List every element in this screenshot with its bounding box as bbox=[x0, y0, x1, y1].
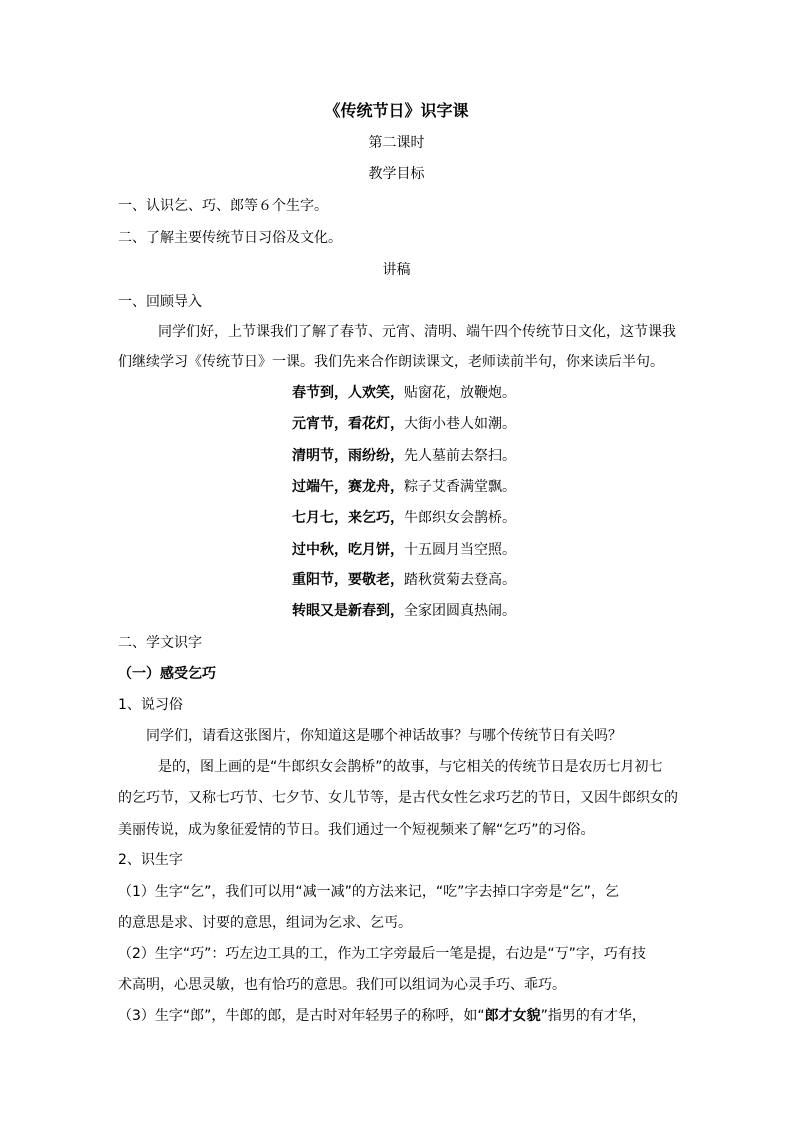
goals-heading: 教学目标 bbox=[368, 166, 425, 182]
item-heading: 2、识生字 bbox=[118, 852, 183, 868]
poem-line-second-half: 全家团圆真热闹。 bbox=[404, 603, 516, 619]
poem-line-first-half: 过中秋，吃月饼， bbox=[292, 542, 404, 558]
poem-line-first-half: 七月七，来乞巧， bbox=[292, 510, 404, 526]
paragraph-line: 的意思是求、讨要的意思，组词为乞求、乞丐。 bbox=[118, 915, 412, 931]
idiom-highlight: 郎才女貌 bbox=[484, 1008, 541, 1024]
script-heading: 讲稿 bbox=[382, 262, 411, 278]
poem-line-first-half: 重阳节，要敬老， bbox=[292, 572, 404, 588]
poem-line bbox=[292, 446, 516, 466]
document-title: 《传统节日》识字课 bbox=[324, 101, 469, 120]
poem-line-second-half: 踏秋赏菊去登高。 bbox=[404, 572, 516, 588]
paragraph-line: 同学们好，上节课我们了解了春节、元宵、清明、端午四个传统节日文化，这节课我 bbox=[158, 324, 676, 340]
paragraph-line: 美丽传说，成为象征爱情的节日。我们通过一个短视频来了解“乞巧”的习俗。 bbox=[118, 822, 595, 838]
poem-line bbox=[292, 414, 516, 434]
paragraph-text: （3）生字“郎”，牛郎的郎，是古时对年轻男子的称呼，如“ bbox=[118, 1008, 485, 1024]
poem-line-first-half: 元宵节，看花灯， bbox=[292, 416, 404, 432]
poem-line bbox=[292, 540, 516, 560]
item-heading: 1、说习俗 bbox=[118, 697, 183, 713]
poem-line bbox=[292, 383, 516, 403]
poem-line-second-half: 十五圆月当空照。 bbox=[404, 542, 516, 558]
poem-line bbox=[292, 601, 516, 621]
poem-line-first-half: 转眼又是新春到， bbox=[292, 603, 404, 619]
poem-line bbox=[292, 570, 516, 590]
poem-line-first-half: 春节到，人欢笑， bbox=[292, 385, 404, 401]
poem-line-first-half: 清明节，雨纷纷， bbox=[292, 448, 404, 464]
paragraph-text: ”指男的有才华， bbox=[540, 1008, 646, 1024]
paragraph-line: 是的，图上画的是“牛郎织女会鹊桥”的故事，与它相关的传统节日是农历七月初七 bbox=[158, 759, 663, 775]
poem-line-second-half: 牛郎织女会鹊桥。 bbox=[404, 510, 516, 526]
section-heading: 一、回顾导入 bbox=[118, 294, 202, 310]
poem-line-second-half: 粽子艾香满堂飘。 bbox=[404, 479, 516, 495]
period-label: 第二课时 bbox=[368, 135, 425, 151]
paragraph-line: 同学们，请看这张图片，你知道这是哪个神话故事？与哪个传统节日有关吗？ bbox=[146, 728, 622, 744]
goal-item: 二、了解主要传统节日习俗及文化。 bbox=[118, 230, 342, 246]
poem-line-second-half: 先人墓前去祭扫。 bbox=[404, 448, 516, 464]
paragraph-line: （1）生字“乞”，我们可以用“减一减”的方法来记，“吃”字去掉口字旁是“乞”，乞 bbox=[118, 884, 619, 900]
subsection-heading: （一）感受乞巧 bbox=[118, 666, 216, 682]
poem-line bbox=[292, 508, 516, 528]
poem-line bbox=[292, 477, 516, 497]
poem-line-second-half: 大街小巷人如潮。 bbox=[404, 416, 516, 432]
paragraph-line: （2）生字“巧”：巧左边工具的工，作为工字旁最后一笔是提，右边是“丂”字，巧有技 bbox=[118, 946, 646, 962]
paragraph-line: 术高明，心思灵敏，也有恰巧的意思。我们可以组词为心灵手巧、乖巧。 bbox=[118, 977, 566, 993]
poem-line-first-half: 过端午，赛龙舟， bbox=[292, 479, 404, 495]
goal-item: 一、认识乞、巧、郎等６个生字。 bbox=[118, 198, 328, 214]
paragraph-line: 们继续学习《传统节日》一课。我们先来合作朗读课文，老师读前半句，你来读后半句。 bbox=[118, 354, 664, 370]
paragraph-line bbox=[118, 1006, 646, 1026]
paragraph-line: 的乞巧节，又称七巧节、七夕节、女儿节等，是古代女性乞求巧艺的节日，又因牛郎织女的 bbox=[118, 790, 678, 806]
section-heading: 二、学文识字 bbox=[118, 635, 202, 651]
poem-line-second-half: 贴窗花，放鞭炮。 bbox=[404, 385, 516, 401]
